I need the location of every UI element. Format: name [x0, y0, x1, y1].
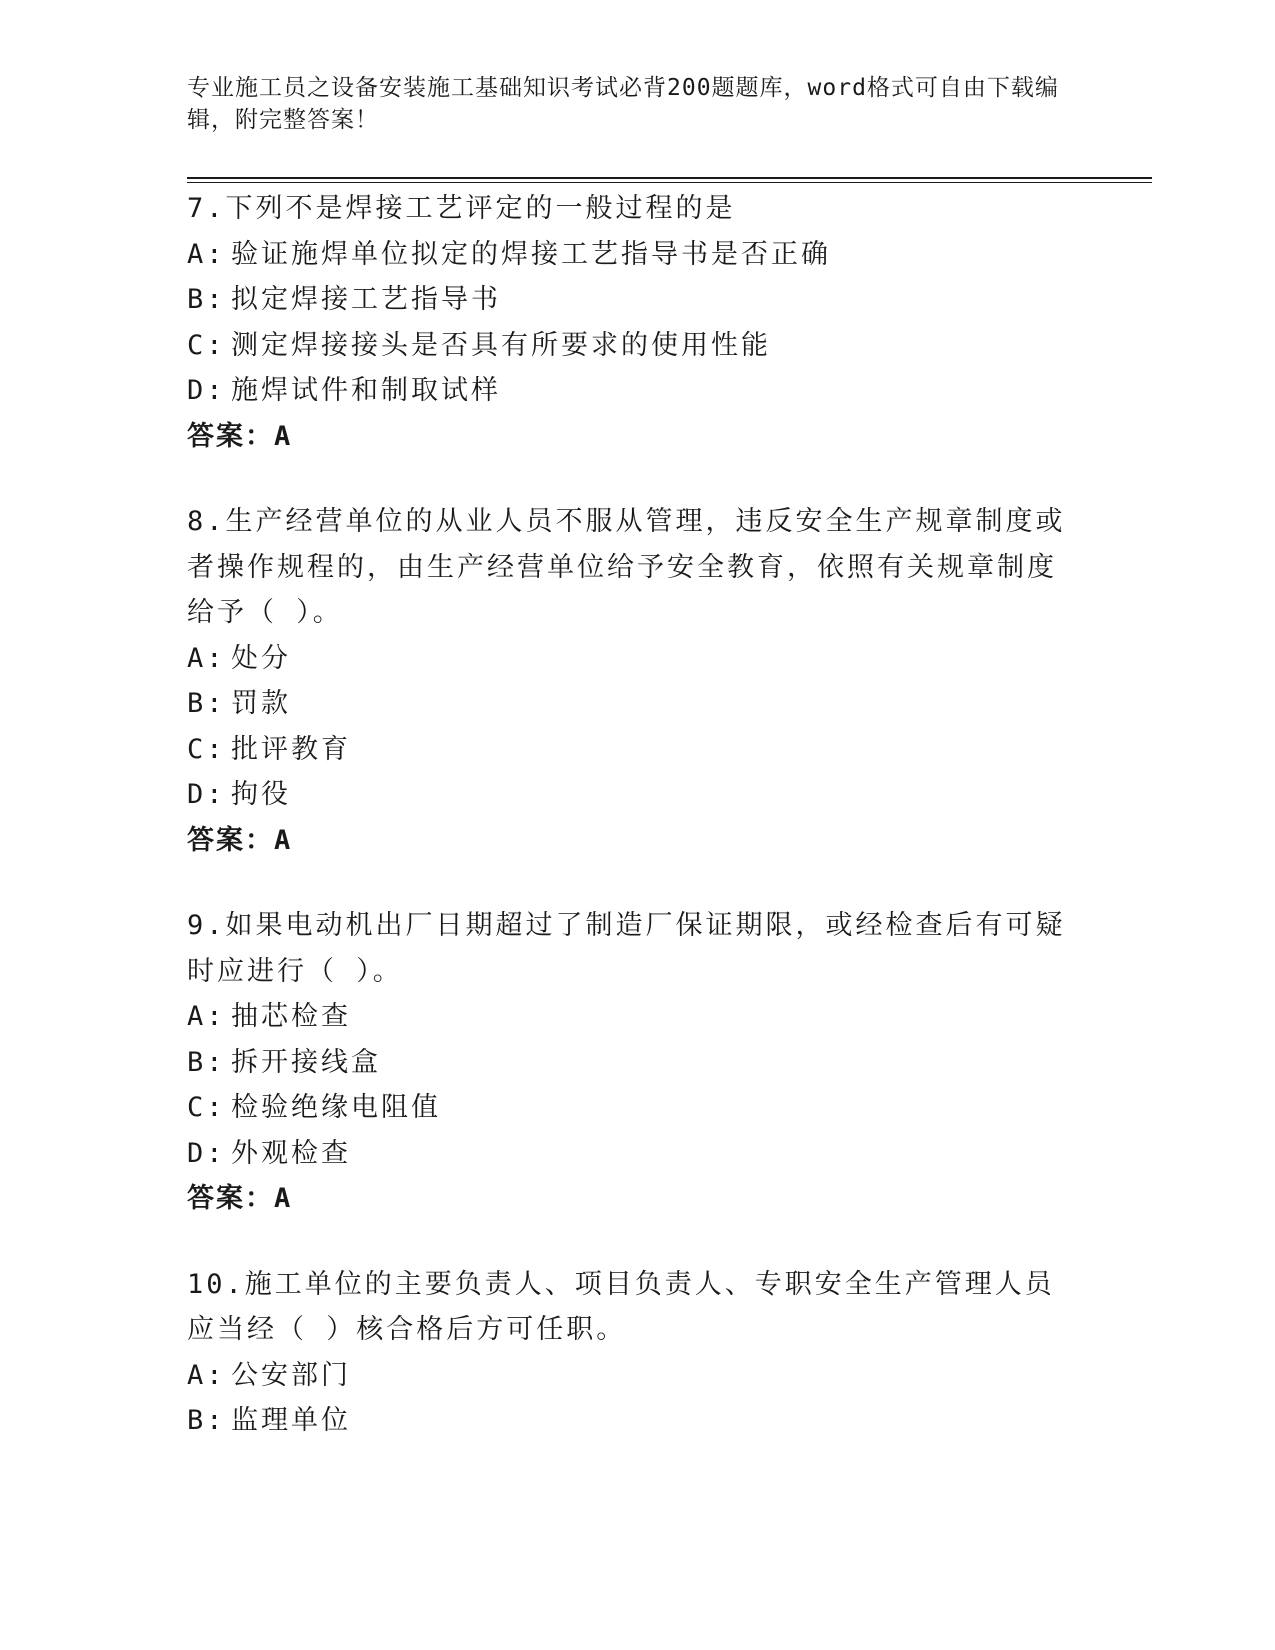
option-text: 公安部门: [231, 1359, 351, 1391]
option-key: C:: [187, 733, 226, 765]
question-stem: 10.施工单位的主要负责人、项目负责人、专职安全生产管理人员应当经（ ）核合格后方可任职。: [187, 1268, 1055, 1345]
option-a: [187, 1353, 1067, 1399]
option-text: 测定焊接接头是否具有所要求的使用性能: [231, 329, 771, 361]
question-10: [187, 1262, 1067, 1444]
option-text: 拘役: [231, 779, 291, 810]
option-key: A:: [187, 1001, 226, 1032]
option-text: 抽芯检查: [231, 1001, 351, 1032]
option-list: [187, 232, 1067, 414]
option-a: [187, 636, 1067, 682]
answer-line: 答案：A: [187, 824, 293, 856]
option-b: [187, 277, 1067, 323]
option-key: A:: [187, 238, 226, 270]
option-d: [187, 772, 1067, 818]
option-d: [187, 368, 1067, 414]
option-text: 验证施焊单位拟定的焊接工艺指导书是否正确: [231, 238, 831, 270]
option-d: [187, 1131, 1067, 1177]
option-key: B:: [187, 1046, 226, 1078]
option-text: 检验绝缘电阻值: [231, 1092, 441, 1123]
option-b: [187, 1040, 1067, 1086]
option-text: 处分: [231, 642, 291, 674]
option-list: [187, 994, 1067, 1176]
answer-line: 答案：A: [187, 420, 293, 452]
question-list: [187, 186, 1067, 1484]
question-stem: 9.如果电动机出厂日期超过了制造厂保证期限，或经检查后有可疑时应进行（ ）。: [187, 910, 1066, 987]
option-c: [187, 727, 1067, 773]
question-7: [187, 186, 1067, 459]
option-a: [187, 994, 1067, 1040]
option-key: D:: [187, 779, 226, 810]
option-text: 批评教育: [231, 733, 351, 765]
option-text: 施焊试件和制取试样: [231, 375, 501, 406]
option-b: [187, 681, 1067, 727]
option-b: [187, 1398, 1067, 1444]
option-text: 拟定焊接工艺指导书: [231, 284, 501, 315]
option-c: [187, 1085, 1067, 1131]
option-text: 监理单位: [231, 1405, 351, 1436]
option-list: [187, 636, 1067, 818]
document-header: 专业施工员之设备安装施工基础知识考试必背200题题库，word格式可自由下载编辑，附完整答案！: [187, 75, 1059, 133]
option-list: [187, 1353, 1067, 1444]
question-stem: 7.下列不是焊接工艺评定的一般过程的是: [187, 193, 736, 224]
header-divider-thin: [187, 182, 1152, 183]
option-key: B:: [187, 1405, 226, 1436]
option-key: B:: [187, 688, 226, 719]
option-key: A:: [187, 642, 226, 674]
question-9: [187, 903, 1067, 1222]
option-c: [187, 323, 1067, 369]
question-stem: 8.生产经营单位的从业人员不服从管理，违反安全生产规章制度或者操作规程的，由生产经营单位给予安全教育，依照有关规章制度给予（ ）。: [187, 506, 1066, 628]
header-divider-thick: [187, 177, 1152, 179]
option-key: B:: [187, 284, 226, 315]
option-key: A:: [187, 1359, 226, 1391]
answer-line: 答案：A: [187, 1183, 293, 1214]
option-key: D:: [187, 375, 226, 406]
option-key: C:: [187, 329, 226, 361]
option-text: 拆开接线盒: [231, 1046, 381, 1078]
option-key: D:: [187, 1137, 226, 1169]
option-a: [187, 232, 1067, 278]
question-8: [187, 499, 1067, 863]
option-key: C:: [187, 1092, 226, 1123]
option-text: 罚款: [231, 688, 291, 719]
option-text: 外观检查: [231, 1137, 351, 1169]
